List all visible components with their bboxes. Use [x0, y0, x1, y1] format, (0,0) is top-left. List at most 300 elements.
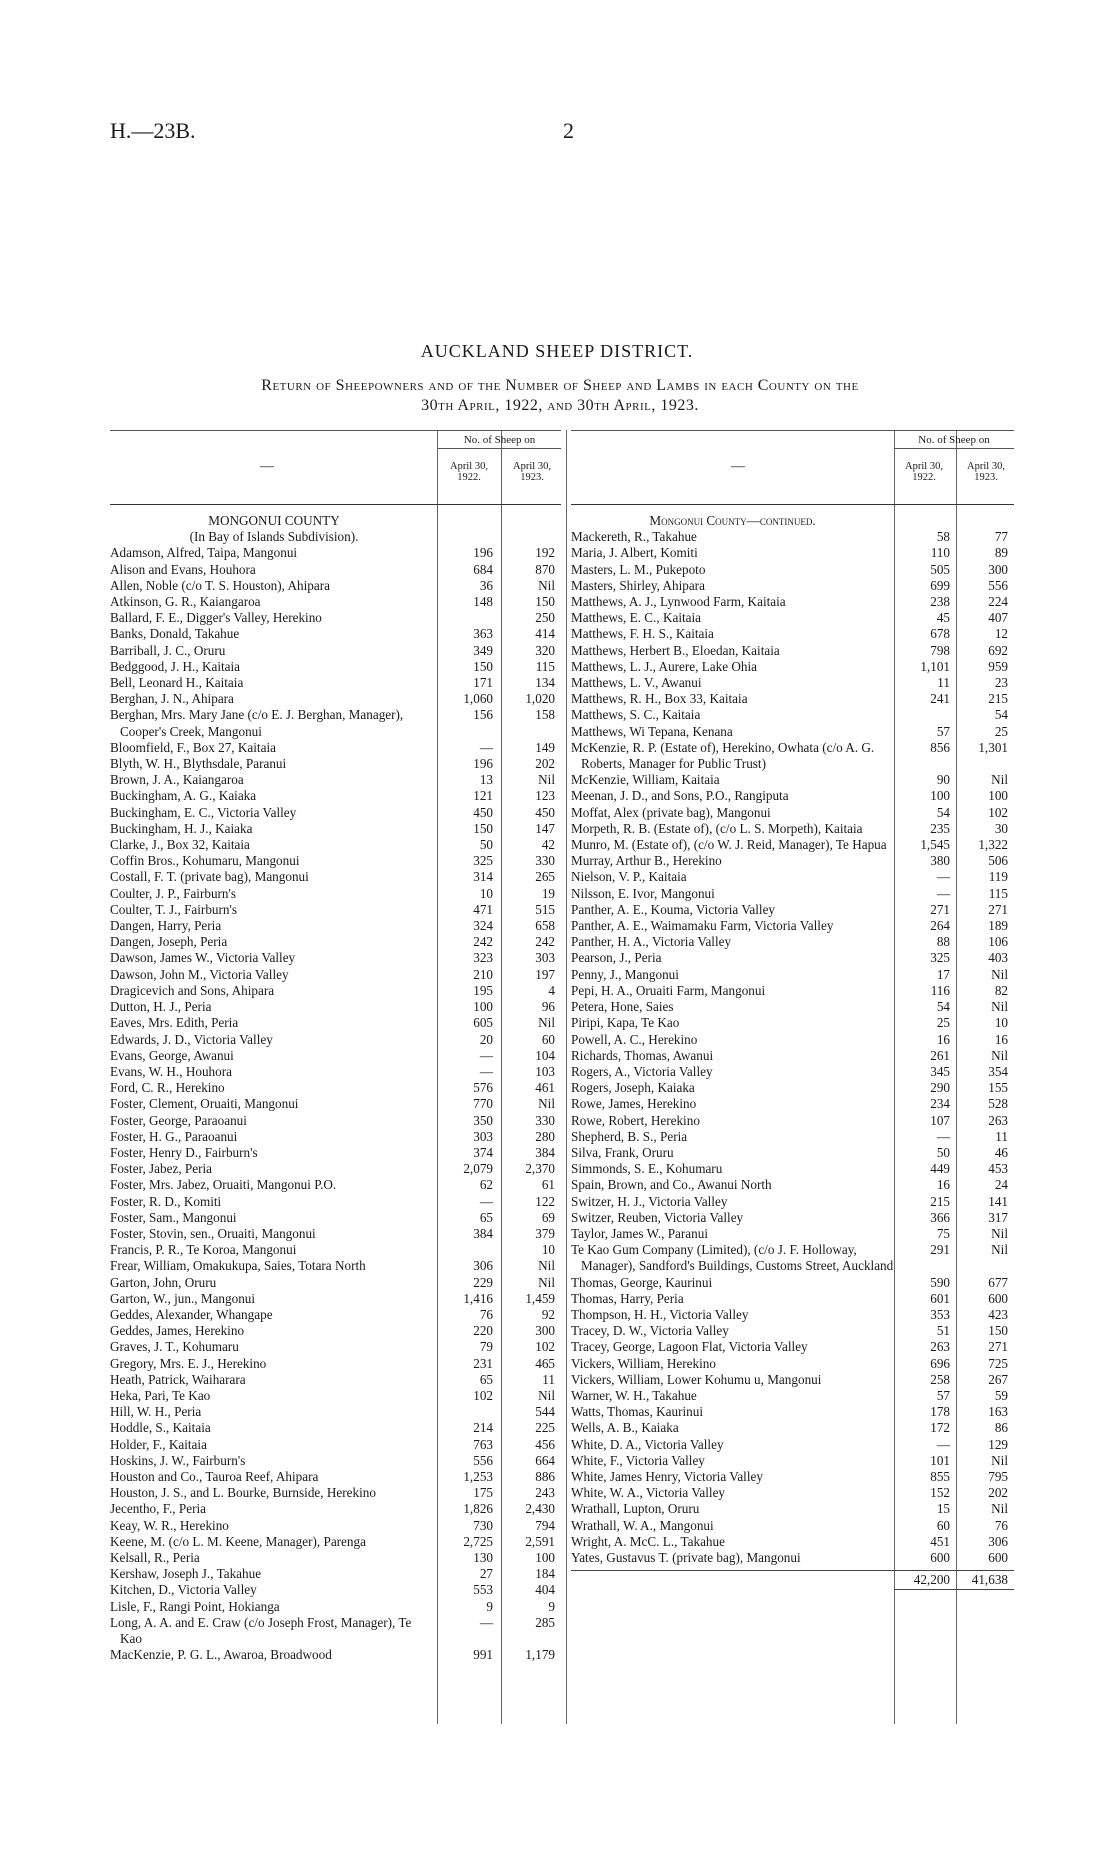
- sheep-1922: [894, 707, 956, 723]
- sheep-1923: Nil: [538, 1015, 555, 1031]
- sheep-1923: 515: [535, 901, 555, 917]
- table-row: [571, 1129, 1014, 1145]
- sheep-1923: 664: [535, 1452, 555, 1468]
- sheep-1923: 1,322: [978, 837, 1008, 853]
- owner-name: Powell, A. C., Herekino: [571, 1031, 698, 1047]
- owner-name: Keene, M. (c/o L. M. Keene, Manager), Parenga: [110, 1533, 366, 1549]
- sheep-1923: 86: [994, 1420, 1008, 1436]
- owner-name: McKenzie, William, Kaitaia: [571, 772, 720, 788]
- owner-name: Coulter, T. J., Fairburn's: [110, 901, 237, 917]
- owner-name: Tracey, George, Lagoon Flat, Victoria Valley: [571, 1339, 808, 1355]
- table-row: [571, 562, 1014, 578]
- owner-name: Edwards, J. D., Victoria Valley: [110, 1031, 273, 1047]
- sheep-1922: 798: [930, 642, 950, 658]
- table-row: [571, 1210, 1014, 1226]
- sheep-1923: 224: [988, 594, 1008, 610]
- sheep-1922: 100: [473, 999, 493, 1015]
- owner-name: Pepi, H. A., Oruaiti Farm, Mangonui: [571, 982, 766, 998]
- sheep-1923: Nil: [538, 577, 555, 593]
- table-row: [110, 675, 561, 691]
- sheep-1922: 50: [479, 837, 493, 853]
- sheep-1923: 102: [988, 804, 1008, 820]
- sheep-1923: 243: [535, 1485, 555, 1501]
- table-row: [110, 740, 561, 756]
- sheep-1922: 601: [930, 1290, 950, 1306]
- sheep-1922: 2,725: [463, 1533, 493, 1549]
- table-row: [571, 1113, 1014, 1129]
- table-row: [110, 610, 561, 626]
- table-row: [571, 869, 1014, 885]
- sheep-1923: 1,459: [525, 1290, 555, 1306]
- sheep-1923: 100: [535, 1550, 555, 1565]
- sheep-1923: 25: [994, 723, 1008, 739]
- header-1923: April 30, 1923.: [513, 461, 551, 483]
- table-row: [571, 1469, 1014, 1485]
- owner-name: Evans, W. H., Houhora: [110, 1063, 232, 1079]
- sheep-1922: 451: [930, 1533, 950, 1549]
- table-header: [110, 430, 561, 505]
- owner-name: Alison and Evans, Houhora: [110, 561, 256, 577]
- table-row: [110, 999, 561, 1015]
- sheep-1922: 175: [473, 1485, 493, 1501]
- table-row: [571, 1550, 1014, 1566]
- table-row: [571, 1145, 1014, 1161]
- sheep-1923: 600: [988, 1290, 1008, 1306]
- table-row: [110, 1258, 561, 1274]
- sheep-1923: 658: [535, 918, 555, 934]
- owner-name: Penny, J., Mangonui: [571, 966, 679, 982]
- sheep-1922: 363: [473, 626, 493, 642]
- owner-name: Frear, William, Omakukupa, Saies, Totara North: [110, 1258, 366, 1274]
- table-row: [110, 1469, 561, 1485]
- table-row: [110, 1339, 561, 1355]
- table-row: [110, 1453, 561, 1469]
- sheep-1923: 317: [988, 1209, 1008, 1225]
- table-row: [571, 934, 1014, 950]
- table-row: [110, 1582, 561, 1598]
- sheep-1922: 45: [936, 610, 950, 626]
- table-row: [571, 886, 1014, 902]
- table-row: [571, 1015, 1014, 1031]
- sheep-1922: —: [479, 1193, 493, 1209]
- table-row: [110, 967, 561, 983]
- sheep-1923: 300: [535, 1323, 555, 1339]
- sheep-1923: 407: [988, 610, 1008, 626]
- sheep-1922: 730: [473, 1517, 493, 1533]
- table-row: [110, 1566, 561, 1582]
- owner-name: Berghan, J. N., Ahipara: [110, 691, 234, 707]
- sheep-1922: 242: [473, 934, 493, 950]
- sheep-1923: 300: [988, 561, 1008, 577]
- owner-name: Kershaw, Joseph J., Takahue: [110, 1566, 262, 1582]
- table-row: [110, 707, 561, 739]
- sheep-1922: [435, 1242, 499, 1258]
- sheep-1923: 54: [994, 707, 1008, 723]
- table-row: [571, 691, 1014, 707]
- sheep-1922: 9: [486, 1598, 493, 1614]
- owner-name: Foster, Sam., Mangonui: [110, 1209, 237, 1225]
- owner-name: Lisle, F., Rangi Point, Hokianga: [110, 1598, 280, 1614]
- table-row: [571, 1291, 1014, 1307]
- sheep-1922: 220: [473, 1323, 493, 1339]
- sheep-1922: 148: [473, 594, 493, 610]
- sheep-1923: 134: [535, 675, 555, 691]
- table-row: [110, 1372, 561, 1388]
- sheep-1922: 231: [473, 1355, 493, 1371]
- owner-name: Munro, M. (Estate of), (c/o W. J. Reid, Manager), Te Hapua: [571, 837, 887, 853]
- sheep-1922: 79: [479, 1339, 493, 1355]
- owner-name: Rowe, Robert, Herekino: [571, 1112, 700, 1128]
- table-row: [571, 626, 1014, 642]
- sheep-1922: 214: [473, 1420, 493, 1436]
- owner-name: Graves, J. T., Kohumaru: [110, 1339, 239, 1355]
- owner-name: Matthews, F. H. S., Kaitaia: [571, 626, 714, 642]
- sheep-1923: 465: [535, 1355, 555, 1371]
- sheep-1922: 290: [930, 1080, 950, 1096]
- sheep-1923: 192: [535, 545, 555, 561]
- sheep-1922: 195: [473, 982, 493, 998]
- owner-name: McKenzie, R. P. (Estate of), Herekino, Owhata (c/o A. G. Roberts, Manager for Public Trust): [571, 739, 875, 772]
- sheep-1922: 15: [936, 1501, 950, 1517]
- sheep-1923: 119: [988, 869, 1008, 885]
- sheep-1923: 147: [535, 820, 555, 836]
- sheep-1923: 77: [994, 529, 1008, 545]
- owner-name: Clarke, J., Box 32, Kaitaia: [110, 837, 250, 853]
- sheep-1923: 60: [541, 1031, 555, 1047]
- sheep-1923: 129: [988, 1436, 1008, 1452]
- sheep-1922: 324: [473, 918, 493, 934]
- table-row: [571, 983, 1014, 999]
- sheep-1922: 196: [473, 756, 493, 772]
- sheep-1922: 20: [479, 1031, 493, 1047]
- sheep-1923: 453: [988, 1161, 1008, 1177]
- owner-name: Houston, J. S., and L. Bourke, Burnside, Herekino: [110, 1485, 376, 1501]
- table-row: [110, 578, 561, 594]
- owner-name: Taylor, James W., Paranui: [571, 1225, 708, 1241]
- header-1922: April 30, 1922.: [905, 461, 943, 483]
- sheep-1923: 886: [535, 1468, 555, 1484]
- sheep-1923: 320: [535, 642, 555, 658]
- owner-name: Vickers, William, Lower Kohumu u, Mangonui: [571, 1371, 822, 1387]
- table-row: [110, 853, 561, 869]
- sheep-1923: 271: [988, 901, 1008, 917]
- sheep-1922: 16: [936, 1177, 950, 1193]
- owner-name: Switzer, H. J., Victoria Valley: [571, 1193, 728, 1209]
- table-row: [110, 1647, 561, 1663]
- sheep-1923: 306: [988, 1533, 1008, 1549]
- owner-name: Morpeth, R. B. (Estate of), (c/o L. S. Morpeth), Kaitaia: [571, 820, 863, 836]
- sheep-1922: 763: [473, 1436, 493, 1452]
- sheep-1922: 75: [936, 1225, 950, 1241]
- owner-name: Wells, A. B., Kaiaka: [571, 1420, 679, 1436]
- sheep-1922: 17: [936, 966, 950, 982]
- table-row: [571, 950, 1014, 966]
- sheep-1923: 149: [535, 739, 555, 755]
- owner-name: Maria, J. Albert, Komiti: [571, 545, 698, 561]
- owner-name: Heath, Patrick, Waiharara: [110, 1371, 246, 1387]
- owner-name: Masters, L. M., Pukepoto: [571, 561, 706, 577]
- sheep-1922: 50: [936, 1144, 950, 1160]
- sheep-1922: [435, 610, 499, 626]
- owner-name: White, James Henry, Victoria Valley: [571, 1468, 763, 1484]
- sheep-1922: 76: [479, 1306, 493, 1322]
- table-row: [571, 740, 1014, 772]
- sheep-1922: 121: [473, 788, 493, 804]
- table-row: [571, 724, 1014, 740]
- owner-name: Banks, Donald, Takahue: [110, 626, 240, 642]
- header-group: No. of Sheep on: [438, 434, 561, 449]
- owner-name: Foster, Henry D., Fairburn's: [110, 1144, 258, 1160]
- sheep-1923: 46: [994, 1144, 1008, 1160]
- owner-name: Long, A. A. and E. Craw (c/o Joseph Frost, Manager), Te Kao: [110, 1614, 412, 1647]
- table-header: [571, 430, 1014, 505]
- sheep-1922: 130: [473, 1550, 493, 1565]
- table-row: [571, 659, 1014, 675]
- table-row: [110, 1291, 561, 1307]
- totals-label: [571, 1571, 894, 1590]
- owner-name: Foster, Mrs. Jabez, Oruaiti, Mangonui P.O.: [110, 1177, 337, 1193]
- sheep-1923: Nil: [991, 1242, 1008, 1258]
- sheep-1922: —: [479, 1063, 493, 1079]
- sheep-1923: Nil: [991, 966, 1008, 982]
- sheep-1923: 23: [994, 675, 1008, 691]
- sheep-1922: 156: [473, 707, 493, 723]
- owner-name: Keay, W. R., Herekino: [110, 1517, 229, 1533]
- owner-name: Thomas, George, Kaurinui: [571, 1274, 713, 1290]
- table-row: [110, 950, 561, 966]
- sheep-1923: 225: [535, 1420, 555, 1436]
- sheep-1922: 696: [930, 1355, 950, 1371]
- subtitle-line-2: 30th April, 1922, and 30th April, 1923.: [421, 397, 699, 414]
- owner-name: Shepherd, B. S., Peria: [571, 1128, 688, 1144]
- sheep-1923: 461: [535, 1080, 555, 1096]
- owner-name: White, D. A., Victoria Valley: [571, 1436, 724, 1452]
- owner-name: Simmonds, S. E., Kohumaru: [571, 1161, 723, 1177]
- sheep-1923: Nil: [538, 1274, 555, 1290]
- table-row: [571, 853, 1014, 869]
- owner-name: Pearson, J., Peria: [571, 950, 662, 966]
- sheep-1922: 855: [930, 1468, 950, 1484]
- owner-name: Warner, W. H., Takahue: [571, 1387, 697, 1403]
- owner-name: Bloomfield, F., Box 27, Kaitaia: [110, 739, 276, 755]
- column-rule: [566, 430, 567, 1724]
- sheep-1923: 403: [988, 950, 1008, 966]
- sheep-1923: 263: [988, 1112, 1008, 1128]
- table-row: [571, 1177, 1014, 1193]
- owner-name: Foster, Stovin, sen., Oruaiti, Mangonui: [110, 1225, 316, 1241]
- owner-name: Watts, Thomas, Kaurinui: [571, 1404, 704, 1420]
- sheep-1923: 115: [535, 658, 555, 674]
- table-row: [571, 1534, 1014, 1550]
- sheep-1922: —: [936, 869, 950, 885]
- sheep-1922: 553: [473, 1582, 493, 1598]
- table-row: [110, 626, 561, 642]
- sheep-1922: 36: [479, 577, 493, 593]
- sheep-1922: 65: [479, 1209, 493, 1225]
- sheep-1922: 58: [936, 529, 950, 545]
- header-1923: April 30, 1923.: [967, 461, 1005, 483]
- sheep-1922: 116: [930, 982, 950, 998]
- totals-row: [571, 1570, 1014, 1590]
- sheep-1923: 414: [535, 626, 555, 642]
- sheep-1922: 384: [473, 1225, 493, 1241]
- owner-name: Spain, Brown, and Co., Awanui North: [571, 1177, 772, 1193]
- sheep-1923: 2,591: [525, 1533, 555, 1549]
- table-row: [110, 1096, 561, 1112]
- table-row: [110, 1161, 561, 1177]
- sheep-1922: [435, 1404, 499, 1420]
- table-row: [110, 1599, 561, 1615]
- owner-name: Matthews, S. C., Kaitaia: [571, 707, 701, 723]
- table-row: [110, 983, 561, 999]
- sheep-1922: 449: [930, 1161, 950, 1177]
- sheep-1922: —: [479, 1614, 493, 1630]
- sheep-1923: 76: [994, 1517, 1008, 1533]
- table-row: [110, 1242, 561, 1258]
- owner-name: Matthews, R. H., Box 33, Kaitaia: [571, 691, 748, 707]
- table-row: [110, 1356, 561, 1372]
- sheep-1923: 106: [988, 934, 1008, 950]
- sheep-1922: 323: [473, 950, 493, 966]
- owner-name: Kelsall, R., Peria: [110, 1550, 200, 1565]
- owner-name: Dragicevich and Sons, Ahipara: [110, 982, 275, 998]
- table-row: [110, 821, 561, 837]
- sheep-1923: 184: [535, 1566, 555, 1582]
- sheep-1922: 215: [930, 1193, 950, 1209]
- owner-name: Matthews, L. J., Aurere, Lake Ohia: [571, 658, 758, 674]
- sheep-1922: 366: [930, 1209, 950, 1225]
- owner-name: Allen, Noble (c/o T. S. Houston), Ahipara: [110, 577, 331, 593]
- owner-name: Foster, H. G., Paraoanui: [110, 1128, 238, 1144]
- sheep-1922: 10: [479, 885, 493, 901]
- table-row: [110, 1048, 561, 1064]
- sheep-1922: 325: [473, 853, 493, 869]
- table-row: [571, 1307, 1014, 1323]
- sheep-1922: 1,545: [920, 837, 950, 853]
- sheep-1923: 384: [535, 1144, 555, 1160]
- sheep-1923: 197: [535, 966, 555, 982]
- sheep-1923: 677: [988, 1274, 1008, 1290]
- sheep-1922: 450: [473, 804, 493, 820]
- sheep-1923: 82: [994, 982, 1008, 998]
- sheep-1923: 115: [988, 885, 1008, 901]
- sheep-1923: 267: [988, 1371, 1008, 1387]
- section-subheading: (In Bay of Islands Subdivision).: [189, 529, 359, 545]
- table-row: [110, 1307, 561, 1323]
- sheep-1923: 870: [535, 561, 555, 577]
- owner-name: Holder, F., Kaitaia: [110, 1436, 207, 1452]
- section-heading: MONGONUI COUNTY: [208, 513, 340, 528]
- sheep-1923: 1,179: [525, 1647, 555, 1663]
- table-row: [110, 1226, 561, 1242]
- owner-name: Dawson, John M., Victoria Valley: [110, 966, 289, 982]
- sheep-1922: 88: [936, 934, 950, 950]
- left-rows: [110, 545, 561, 1663]
- table-row: [110, 1420, 561, 1436]
- sheep-1923: 12: [994, 626, 1008, 642]
- owner-name: Rogers, A., Victoria Valley: [571, 1063, 713, 1079]
- sheep-1922: 291: [930, 1242, 950, 1258]
- sheep-1922: 16: [936, 1031, 950, 1047]
- owner-name: Rowe, James, Herekino: [571, 1096, 697, 1112]
- owner-name: Dawson, James W., Victoria Valley: [110, 950, 296, 966]
- sheep-1922: 303: [473, 1128, 493, 1144]
- sheep-1923: 795: [988, 1468, 1008, 1484]
- owner-name: Evans, George, Awanui: [110, 1047, 234, 1063]
- sheep-1922: —: [936, 1436, 950, 1452]
- sheep-1922: 258: [930, 1371, 950, 1387]
- sheep-1923: 354: [988, 1063, 1008, 1079]
- sheep-1923: 24: [994, 1177, 1008, 1193]
- sheep-1923: 150: [535, 594, 555, 610]
- sheep-1923: 404: [535, 1582, 555, 1598]
- table-row: [571, 1437, 1014, 1453]
- sheep-1923: 506: [988, 853, 1008, 869]
- sheep-1922: 60: [936, 1517, 950, 1533]
- sheep-1922: 2,079: [463, 1161, 493, 1177]
- table-row: [571, 1048, 1014, 1064]
- sheep-1923: 2,430: [525, 1501, 555, 1517]
- table-row: [110, 756, 561, 772]
- owner-name: Brown, J. A., Kaiangaroa: [110, 772, 244, 788]
- sheep-1922: 11: [937, 675, 950, 691]
- table-row: [110, 1534, 561, 1550]
- sheep-1923: 10: [541, 1242, 555, 1258]
- table-row: [110, 837, 561, 853]
- table-row: [110, 1145, 561, 1161]
- owner-name: Matthews, A. J., Lynwood Farm, Kaitaia: [571, 594, 786, 610]
- table-row: [571, 805, 1014, 821]
- owner-name: Ford, C. R., Herekino: [110, 1080, 225, 1096]
- sheep-1922: 102: [473, 1387, 493, 1403]
- sheep-1922: 241: [930, 691, 950, 707]
- sheep-1923: Nil: [538, 772, 555, 788]
- sheep-1922: 210: [473, 966, 493, 982]
- header-dash: —: [731, 459, 745, 474]
- header-1922: April 30, 1922.: [450, 461, 488, 483]
- table-row: [571, 1242, 1014, 1274]
- sheep-1923: 189: [988, 918, 1008, 934]
- sheep-1922: 353: [930, 1306, 950, 1322]
- sheep-1922: 172: [930, 1420, 950, 1436]
- table-row: [571, 902, 1014, 918]
- sheep-1923: 19: [541, 885, 555, 901]
- sheep-1922: 306: [473, 1258, 493, 1274]
- owner-name: Adamson, Alfred, Taipa, Mangonui: [110, 545, 298, 561]
- table-row: [571, 772, 1014, 788]
- sheep-1923: 123: [535, 788, 555, 804]
- sheep-1923: 104: [535, 1047, 555, 1063]
- owner-name: Hill, W. H., Peria: [110, 1404, 202, 1420]
- owner-name: Matthews, E. C., Kaitaia: [571, 610, 702, 626]
- owner-name: Eaves, Mrs. Edith, Peria: [110, 1015, 239, 1031]
- table-row: [571, 837, 1014, 853]
- table-row: [571, 643, 1014, 659]
- sheep-1923: Nil: [991, 1225, 1008, 1241]
- sheep-1922: 150: [473, 658, 493, 674]
- sheep-1922: 991: [473, 1647, 493, 1663]
- table-row: [110, 659, 561, 675]
- sheep-1923: 4: [548, 982, 555, 998]
- table-row: [571, 675, 1014, 691]
- sheep-1922: 57: [936, 723, 950, 739]
- sheep-1922: 57: [936, 1387, 950, 1403]
- owner-name: White, F., Victoria Valley: [571, 1452, 705, 1468]
- table-row: [571, 1032, 1014, 1048]
- owner-name: White, W. A., Victoria Valley: [571, 1485, 726, 1501]
- sheep-1922: 261: [930, 1047, 950, 1063]
- sheep-1923: 2,370: [525, 1161, 555, 1177]
